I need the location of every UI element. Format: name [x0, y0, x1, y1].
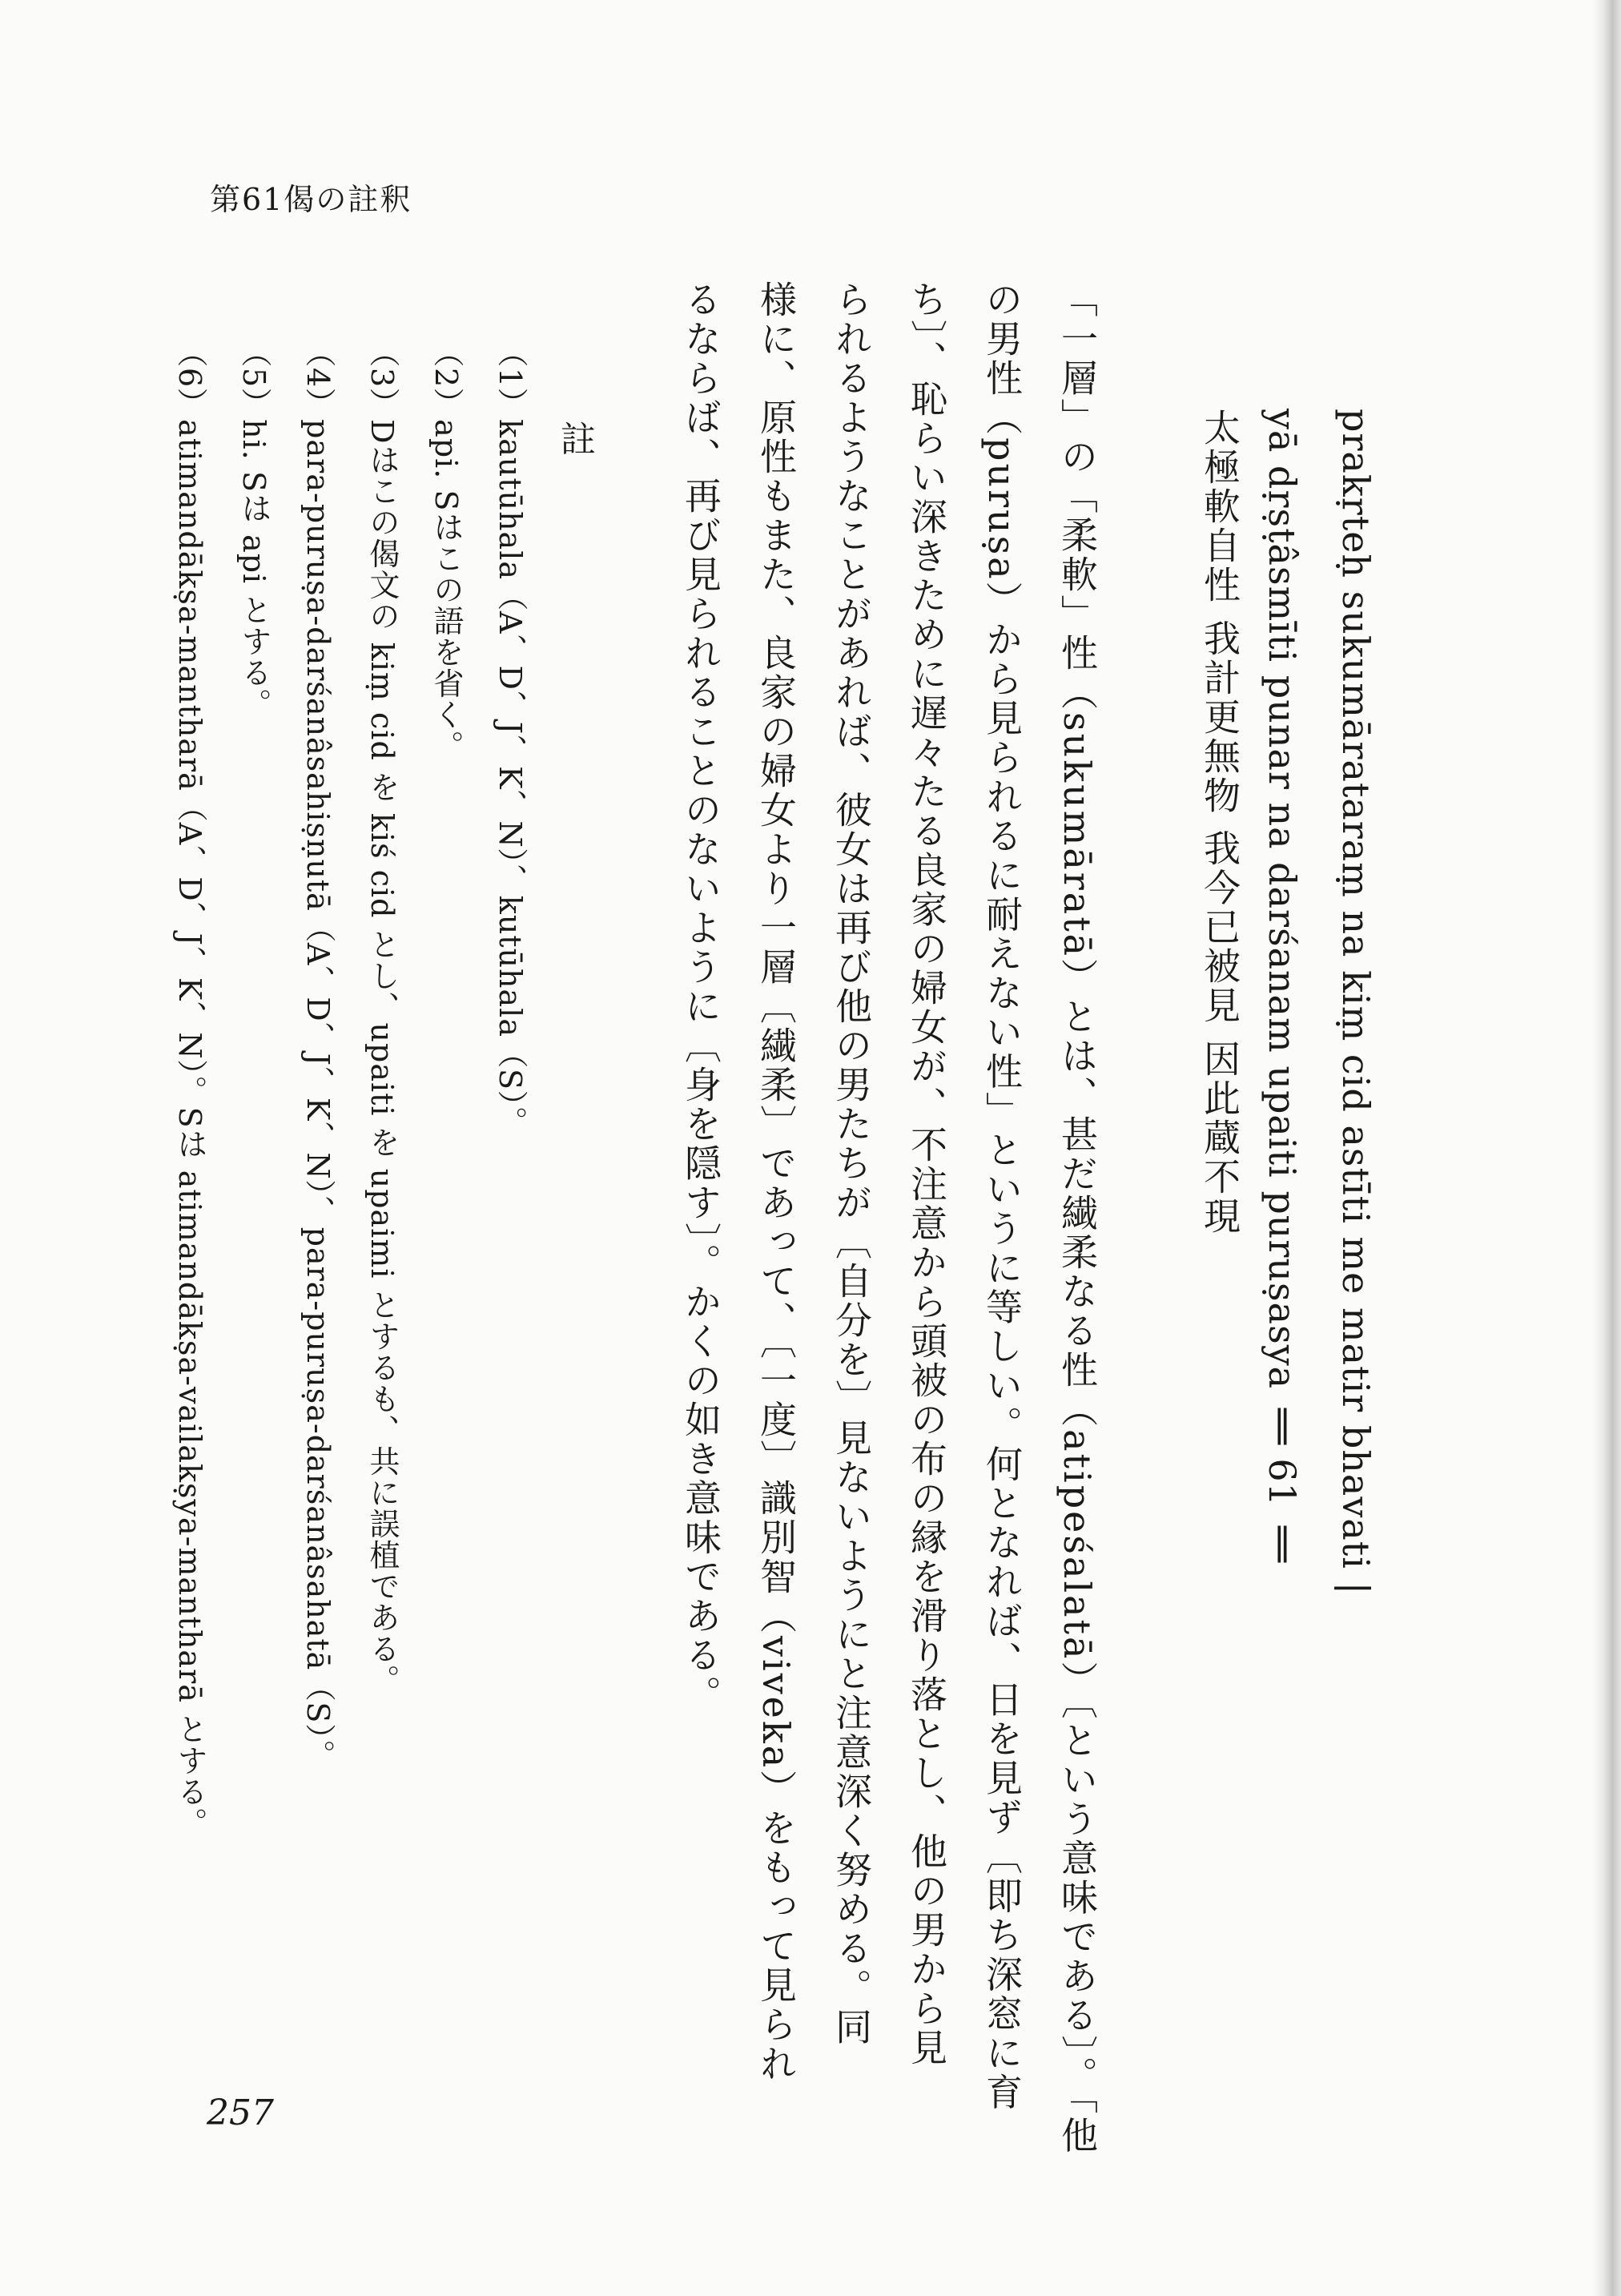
chinese-verse-pada-1: 太極軟自性	[1198, 409, 1241, 605]
prose-line-3: ち〕、恥らい深きために遅々たる良家の婦女が、不注意から頭被の布の縁を滑り落とし、他の男から見	[905, 280, 948, 2068]
chinese-verse-pada-3: 我今已被見	[1198, 829, 1241, 1026]
prose-line-4: られるようなことがあれば、彼女は再び他の男たちが〔自分を〕見ないようにと注意深く努める。同	[830, 280, 873, 2047]
running-head: 第61偈の註釈	[210, 182, 412, 217]
scan-edge	[1592, 0, 1621, 2296]
chinese-verse-pada-4: 因此蔵不現	[1198, 1039, 1241, 1236]
prose-line-5: 様に、原性もまた、良家の婦女より一層〔繊柔〕であって、〔一度〕識別智（viveka）をもって見られ	[754, 280, 798, 2085]
notes-heading: 註	[554, 421, 595, 456]
note-3: （3）Dはこの偈文の kiṃ cid を kiś cid とし、upaiti を upaimi とするも、共に誤植である。	[364, 336, 400, 1696]
verse-line-2: yā dṛṣṭâsmīti punar na darśanam upaiti puruṣasya ‖ 61 ‖	[1261, 409, 1304, 1564]
prose-line-1: 「一層」の「柔軟」性（sukumāratā）とは、甚だ繊柔なる性（atipeśalatā）〔という意味である〕。「他	[1056, 280, 1099, 2156]
note-5: （5）hi. Sは api とする。	[236, 336, 272, 720]
prose-line-6: るならば、再び見られることのないように〔身を隠す〕。かくの如き意味である。	[679, 280, 722, 1714]
verse-line-1: prakṛteḥ sukumāratarаṃ na kiṃ cid astīti me matir bhavati |	[1334, 409, 1378, 1596]
chinese-verse-pada-2: 我計更無物	[1198, 618, 1241, 816]
note-6: （6）atimandākṣa-mantharā（A、D、J、K、N）。Sは atimandākṣa-vailakṣya-mantharā とする。	[172, 336, 207, 1839]
prose-line-2: の男性（puruṣa）から見られるに耐えない性」というに等しい。何となれば、日を見ず〔即ち深窓に育	[980, 280, 1024, 2113]
page-number: 257	[207, 2093, 274, 2133]
note-1: （1）kautūhala（A、D、J、K、N）、kutūhala（S）。	[493, 336, 528, 1138]
note-2: （2）api. Sはこの語を省く。	[428, 336, 464, 762]
note-4: （4）para-puruṣa-darśanâsahiṣṇutā（A、D、J、K、N）、para-puruṣa-darśanâsahatā（S）。	[300, 336, 336, 1771]
chinese-verse	[1161, 409, 1241, 1236]
